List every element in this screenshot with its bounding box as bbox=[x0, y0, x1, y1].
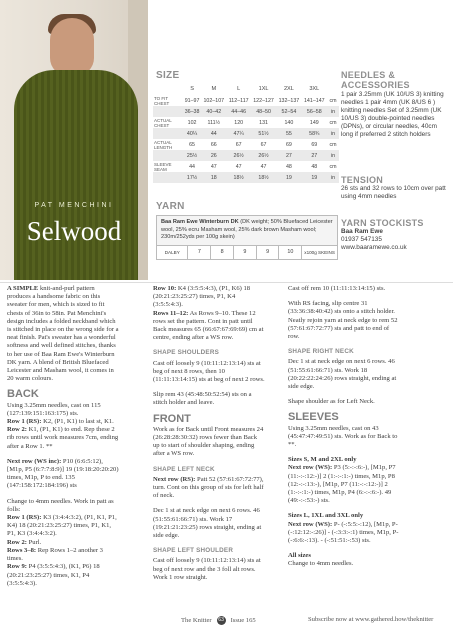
column-2 bbox=[153, 285, 265, 589]
size-unit: in bbox=[327, 150, 339, 161]
size-cell: 132–137 bbox=[278, 97, 300, 104]
size-table-header bbox=[153, 82, 339, 95]
back-row1: Row 1 (RS): K2, (P1, K1) to last st, K1. bbox=[7, 418, 114, 426]
yarn-qty: 9 bbox=[256, 246, 279, 259]
back-inc-row: Next row (WS inc): P10 (6:6:5:12), [M1p, P5 (6:7:7:8:9)] 19 (19:18:20:20:20) times, M1p, P to end. 135 (147:158:172:184:196) sts bbox=[7, 457, 119, 490]
size-row bbox=[153, 139, 339, 150]
page-footer bbox=[181, 616, 256, 625]
size-cell: 55 bbox=[276, 128, 301, 139]
size-cell: 48 bbox=[285, 163, 292, 170]
size-cell: 44 bbox=[189, 163, 195, 170]
all-sizes-heading: All sizes bbox=[288, 552, 311, 560]
size-cell: 69 bbox=[311, 141, 318, 148]
size-cell: 65 bbox=[189, 141, 195, 148]
model-head bbox=[50, 18, 94, 76]
dec-text: Dec 1 st at neck edge on next 6 rows. 46 (51:55:61:66:71) sts. Work 17 (19:21:21:23:25) rows straight, ending at side edge. bbox=[153, 507, 262, 540]
shape-shoulders-heading: SHAPE SHOULDERS bbox=[153, 349, 219, 357]
column-1 bbox=[7, 285, 119, 595]
size-cell: 66 bbox=[210, 141, 217, 148]
yarn-unit: x100g SKEINS bbox=[301, 246, 337, 259]
size-cell: 111½ bbox=[207, 119, 221, 126]
yarn-name: Baa Ram Ewe Winterburn DK bbox=[161, 219, 239, 225]
tension-heading: TENSION bbox=[341, 175, 384, 185]
size-cell: 149 bbox=[309, 119, 319, 126]
stockists-heading: YARN STOCKISTS bbox=[341, 218, 424, 228]
size-row-label: ACTUAL LENGTH bbox=[154, 139, 173, 150]
size-row-label bbox=[153, 128, 183, 139]
size-unit: cm bbox=[329, 163, 337, 170]
size-cell: 51½ bbox=[251, 128, 276, 139]
size-cell: 26½ bbox=[251, 150, 276, 161]
yarn-quantity-row bbox=[157, 246, 337, 259]
size-cell: 25½ bbox=[183, 150, 201, 161]
page-number: 63 bbox=[218, 617, 224, 623]
tension-text: 26 sts and 32 rows to 10cm over patt using 4mm needles bbox=[341, 185, 446, 200]
size-cell: 19 bbox=[302, 172, 327, 183]
size-cell: 120 bbox=[234, 119, 244, 126]
shape-right-neck-heading: SHAPE RIGHT NECK bbox=[288, 348, 354, 356]
size-row bbox=[153, 172, 339, 183]
section-divider bbox=[0, 282, 453, 283]
shape-shoulder-text: Shape shoulder as for Left Neck. bbox=[288, 398, 375, 406]
size-unit: in bbox=[327, 172, 339, 183]
yarn-qty: 7 bbox=[187, 246, 210, 259]
left-neck-text: Next row (RS): Patt 52 (57:61:67:72:77), turn. Cont on this group of sts for left half of neck. bbox=[153, 475, 264, 500]
front-text: Work as for Back until Front measures 24 (26:28:28:30:32) rows fewer than Back up to start of shoulder shaping, ending after a WS row. bbox=[153, 425, 264, 458]
slip-text: Slip rem 43 (45:48:50:52:54) sts on a stitch holder and leave. bbox=[153, 391, 252, 407]
size-col: S bbox=[190, 85, 194, 92]
yarn-details: (DK weight; 50% Bluefaced Leicester wool, 25% ecru Masham wool, 25% dark brown Masham wool; 230m/252yds per 100g skein) bbox=[161, 219, 333, 240]
size-cell: 47 bbox=[210, 163, 217, 170]
all-sizes-text: Change to 4mm needles. bbox=[288, 560, 354, 568]
yarn-shade: DALBY bbox=[164, 249, 180, 255]
size-unit: cm bbox=[329, 119, 337, 126]
yarn-qty: 10 bbox=[278, 246, 301, 259]
issue-number: Issue 165 bbox=[230, 617, 256, 624]
castoff-text: Cast off rem 10 (11:11:13:14:15) sts. bbox=[288, 285, 386, 292]
size-row-label: TO FIT CHEST bbox=[154, 95, 170, 106]
size-row bbox=[153, 95, 339, 106]
size-cell: 19 bbox=[276, 172, 301, 183]
size-row bbox=[153, 161, 339, 172]
size-cell: 47 bbox=[235, 163, 242, 170]
size-row bbox=[153, 106, 339, 117]
back-heading: BACK bbox=[7, 388, 39, 401]
patt-rows11-12: Rows 11–12: As Rows 9–10. These 12 rows set the pattern. Cont in patt until Back measures 65 (66:67:67:69:69) cm at centre, ending after a WS row. bbox=[153, 309, 264, 342]
patt-row9: Row 9: P4 (3:5:5:4:3), (K1, P6) 18 (20:21:23:25:27) times, K1, P4 (3:5:5:4:3). bbox=[7, 563, 100, 587]
size-cell: 18½ bbox=[251, 172, 276, 183]
left-shoulder-text: Cast off loosely 9 (10:11:12:13:14) sts at beg of next row and the 3 foll alt rows. Work 1 row straight. bbox=[153, 557, 261, 581]
size-cell: 91–97 bbox=[184, 97, 200, 104]
size-cell: 26 bbox=[201, 150, 226, 161]
size-cell: 18½ bbox=[226, 172, 250, 183]
patt-row10: Row 10: K4 (3:5:5:4:3), (P1, K6) 18 (20:21:23:25:27) times, P1, K4 (3:5:5:4:3). bbox=[153, 285, 251, 309]
shape-left-shoulder-heading: SHAPE LEFT SHOULDER bbox=[153, 547, 234, 555]
stockist-name: Baa Ram Ewe bbox=[341, 228, 383, 235]
size-cell: 17½ bbox=[183, 172, 201, 183]
size-cell: 27 bbox=[302, 150, 327, 161]
size-cell: 122–127 bbox=[253, 97, 274, 104]
stockist-phone: 01937 547135 bbox=[341, 236, 382, 243]
size-unit: cm bbox=[329, 97, 337, 104]
size-row bbox=[153, 150, 339, 161]
size-cell: 69 bbox=[285, 141, 292, 148]
patt-row1: Row 1 (RS): K3 (3:4:4:3:2), (P1, K1, P1, K4) 18 (20:21:23:25:27) times, P1, K1, P1, K3 (3:4:4:3:2). bbox=[7, 514, 117, 538]
size-cell: 47¼ bbox=[226, 128, 250, 139]
yarn-qty: 8 bbox=[210, 246, 233, 259]
back-change-needles: Change to 4mm needles. Work in patt as folls: bbox=[7, 497, 114, 513]
size-row bbox=[153, 117, 339, 128]
patt-row2: Row 2: Purl. bbox=[7, 538, 42, 546]
size-cell: 131 bbox=[259, 119, 268, 126]
size-cell: 47 bbox=[260, 163, 267, 170]
intro-paragraph bbox=[7, 285, 119, 383]
sizes-l-text: Next row (WS): P- (-:5:5:-:12), [M1p, P- (-:12:12:-:26)] - (-:3:3:-:1) times, M1p, P- (-:6:6:-:13). - (-:51:51:-:53) sts. bbox=[288, 520, 399, 545]
size-cell: 44–46 bbox=[226, 106, 250, 117]
shape-left-neck-heading: SHAPE LEFT NECK bbox=[153, 465, 215, 473]
size-unit: in bbox=[327, 106, 339, 117]
size-cell: 67 bbox=[260, 141, 267, 148]
size-row-label bbox=[153, 150, 183, 161]
size-col: M bbox=[211, 85, 217, 92]
size-cell: 44 bbox=[201, 128, 226, 139]
needles-text: 1 pair 3.25mm (UK 10/US 3) knitting needles 1 pair 4mm (UK 8/US 6 ) knitting needles Set of 3.25mm (UK 10/US 3) double-pointed needles (DPNs), or circular needles, 40cm long if preferred 2 stitch holders bbox=[341, 91, 444, 138]
magazine-name: The Knitter bbox=[181, 617, 212, 624]
size-cell: 141–147 bbox=[303, 97, 325, 104]
size-cell: 102 bbox=[187, 119, 197, 126]
size-cell: 112–117 bbox=[228, 97, 249, 104]
size-cell: 52–54 bbox=[276, 106, 301, 117]
size-cell: 67 bbox=[235, 141, 242, 148]
front-heading: FRONT bbox=[153, 412, 191, 425]
size-unit: in bbox=[327, 128, 339, 139]
size-cell: 36–38 bbox=[183, 106, 201, 117]
size-heading: SIZE bbox=[156, 70, 180, 81]
column-3 bbox=[288, 285, 402, 576]
model-sweater bbox=[14, 70, 138, 280]
needles-section bbox=[341, 70, 449, 139]
pattern-title: Selwood bbox=[26, 216, 122, 246]
size-table bbox=[153, 82, 339, 183]
yarn-table bbox=[156, 215, 338, 260]
back-cast-on: Using 3.25mm needles, cast on 115 (127:139:151:163:175) sts. bbox=[7, 401, 101, 417]
sleeves-heading: SLEEVES bbox=[288, 411, 339, 424]
sizes-l-heading: Sizes L, 1XL and 3XL only bbox=[288, 512, 364, 520]
size-cell: 58¾ bbox=[302, 128, 327, 139]
sleeves-text: Using 3.25mm needles, cast on 43 (45:47:47:49:51) sts. Work as for Back to **. bbox=[288, 424, 398, 449]
rs-facing-text: With RS facing, slip centre 31 (33:36:38:40:42) sts onto a stitch holder. Neatly rejoin yarn at neck edge to rem 52 (57:61:67:72:77) sts and patt to end of row. bbox=[288, 300, 398, 341]
patt-rows3-8: Rows 3–8: Rep Rows 1–2 another 3 times. bbox=[7, 546, 103, 563]
sizes-sml-text: Next row (WS): P3 (5:-:-:6:-), [M1p, P7 (11:-:-:12:-)] 2 (1:-:-:1:-) times, M1p, P8 (12:-:-:13:-), [M1p, P7 (11:-:-:12:-)] 2 (1:-:-:1:-) times, M1p, P4 (6:-:-:6:-). 49 (49:-:-:53:-) sts. bbox=[288, 464, 396, 505]
size-cell: 102–107 bbox=[203, 97, 225, 104]
size-unit: cm bbox=[329, 141, 337, 148]
size-cell: 56–58 bbox=[302, 106, 327, 117]
size-cell: 140 bbox=[284, 119, 294, 126]
back-row2: Row 2: K1, (P1, K1) to end. Rep these 2 rib rows until work measures 7cm, ending after a Row 1. ** bbox=[7, 426, 119, 450]
stockist-web[interactable]: www.baaramewe.co.uk bbox=[341, 244, 407, 251]
needles-heading: NEEDLES & ACCESSORIES bbox=[341, 70, 410, 90]
yarn-heading: YARN bbox=[156, 201, 185, 212]
size-cell: 48 bbox=[311, 163, 318, 170]
size-col: 1XL bbox=[258, 85, 269, 92]
size-col: 2XL bbox=[283, 85, 294, 92]
size-col: 3XL bbox=[309, 85, 320, 92]
intro-text: knit-and-purl pattern produces a handsome fabric on this sweater for men, which is sized to fit chests of 36in to 58in. Pat Menchini's design includes a folded neckband which is stitched in place on the wrong side for a neat finish. Pat's sweater has a wonderful softness and well defined stitches, thanks to her use of Baa Ram Ewe's Winterburn DK yarn. A blend of British Bluefaced Leicester and Masham wool, it comes in 20 warm colours. bbox=[7, 285, 119, 383]
right-neck-text: Dec 1 st at neck edge on next 6 rows. 46 (51:55:61:66:71) sts. Work 18 (20:22:22:24:26) rows straight, ending at side edge. bbox=[288, 358, 397, 391]
size-cell: 40–42 bbox=[201, 106, 226, 117]
shoulders-text: Cast off loosely 9 (10:11:12:13:14) sts at beg of next 8 rows, then 10 (11:11:13:14:15) sts at beg of next 2 rows. bbox=[153, 359, 265, 384]
tension-section bbox=[341, 176, 449, 201]
size-row-label bbox=[153, 106, 183, 117]
size-cell: 27 bbox=[276, 150, 301, 161]
size-row-label: ACTUAL CHEST bbox=[154, 117, 172, 128]
intro-lead: A SIMPLE bbox=[7, 285, 39, 292]
subscribe-link[interactable]: Subscribe now at www.gathered.how/theknitter bbox=[308, 616, 434, 623]
size-cell: 18 bbox=[201, 172, 226, 183]
size-col: L bbox=[237, 85, 241, 92]
size-cell: 26½ bbox=[226, 150, 250, 161]
yarn-description bbox=[157, 216, 337, 246]
sizes-sml-heading: Sizes S, M and 2XL only bbox=[288, 456, 357, 464]
yarn-qty: 9 bbox=[233, 246, 256, 259]
designer-credit: PAT MENCHINI bbox=[34, 202, 114, 209]
size-row-label bbox=[153, 172, 183, 183]
stockists-section bbox=[341, 219, 449, 252]
size-cell: 40¼ bbox=[183, 128, 201, 139]
hero-photo bbox=[0, 0, 148, 280]
size-cell: 48–50 bbox=[251, 106, 276, 117]
size-row-label: SLEEVE SEAM bbox=[154, 161, 172, 172]
size-row bbox=[153, 128, 339, 139]
